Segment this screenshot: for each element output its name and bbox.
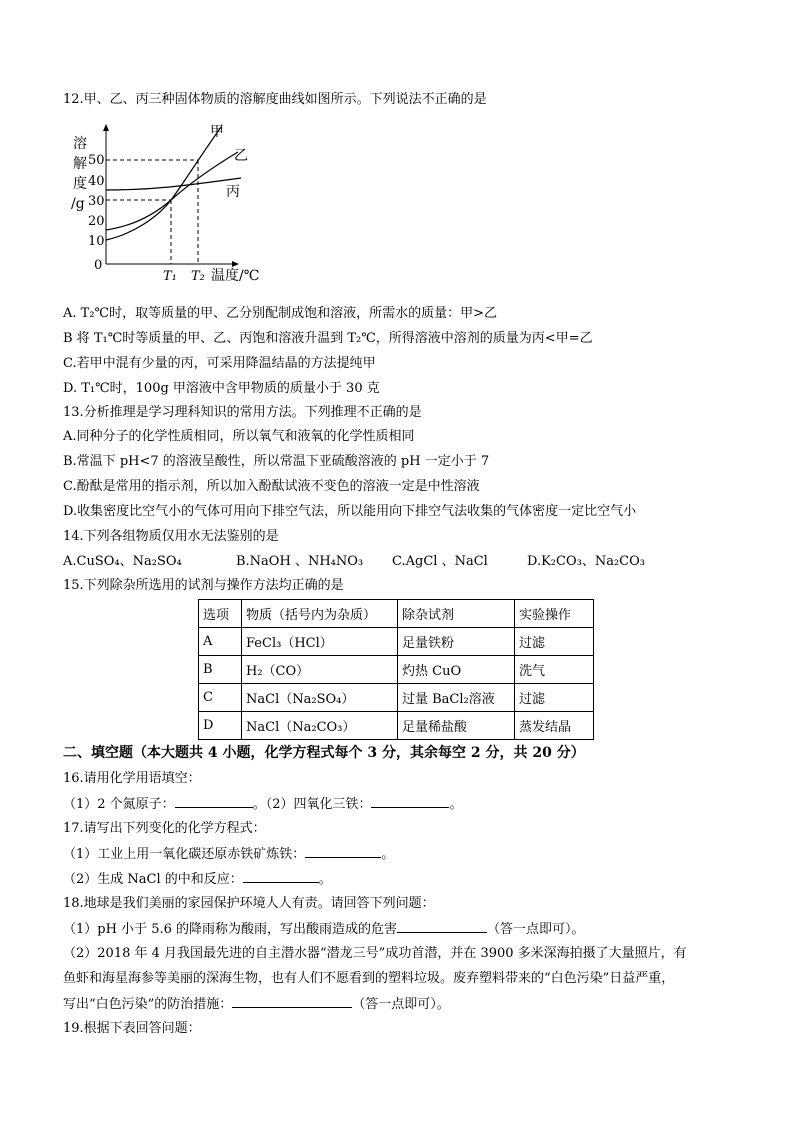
table-header-row: [199, 600, 594, 628]
q18-part-2b: 鱼虾和海星海参等美丽的深海生物，也有人们不愿看到的塑料垃圾。废弃塑料带来的“白色污染”日益严重，: [63, 971, 675, 986]
q18-stem: 18.地球是我们美丽的家园保护环境人人有责。请回答下列问题：: [63, 896, 435, 911]
q18-part-2c: [63, 995, 450, 1014]
answer-blank[interactable]: [243, 870, 319, 883]
table-cell: 过量 BaCl₂溶液: [398, 684, 515, 712]
q16-p1-end: 。: [252, 797, 266, 812]
ytick-40: 40: [88, 174, 105, 189]
table-header: 物质（括号内为杂质）: [242, 600, 398, 628]
table-row: [199, 712, 594, 740]
q13-option-b: B.常温下 pH<7 的溶液呈酸性，所以常温下亚硫酸溶液的 pH 一定小于 7: [63, 454, 490, 469]
q18-p1-label: （1）pH 小于 5.6 的降雨称为酸雨，写出酸雨造成的危害: [63, 922, 398, 937]
x-axis-arrow: [232, 261, 239, 267]
xlabel: 温度/℃: [211, 268, 260, 282]
table-header: 除杂试剂: [398, 600, 515, 628]
table-cell: D: [199, 712, 242, 740]
xtick-t1: T₁: [163, 269, 177, 282]
q14-option-c: C.AgCl 、NaCl: [392, 554, 488, 569]
ylabel-3: 度: [73, 176, 87, 192]
q16-stem: 16.请用化学用语填空：: [63, 771, 201, 786]
table-cell: 足量铁粉: [398, 628, 515, 656]
q18-p2c-label: 写出“白色污染”的防治措施：: [63, 997, 233, 1012]
q12-stem: 12.甲、乙、丙三种固体物质的溶解度曲线如图所示。下列说法不正确的是: [63, 92, 487, 107]
answer-blank[interactable]: [397, 920, 487, 933]
q18-p2-end: （答一点即可）。: [352, 997, 450, 1012]
q18-part-1: [63, 920, 585, 939]
q12-option-c: C.若甲中混有少量的丙，可采用降温结晶的方法提纯甲: [63, 356, 376, 371]
q16-p2-label: （2）四氧化三铁：: [265, 797, 372, 812]
table-row: [199, 684, 594, 712]
ytick-0: 0: [94, 258, 103, 273]
label-bing: 丙: [226, 184, 240, 200]
q13-option-a: A.同种分子的化学性质相同，所以氧气和液氧的化学性质相同: [63, 429, 415, 444]
q15-stem: 15.下列除杂所选用的试剂与操作方法均正确的是: [63, 578, 344, 593]
section-heading: 二、填空题（本大题共 4 小题，化学方程式每个 3 分，其余每空 2 分，共 20 分）: [63, 745, 585, 761]
q18-p1-end: （答一点即可）。: [487, 922, 585, 937]
xtick-t2: T₂: [191, 269, 205, 282]
ylabel-4: /g: [71, 196, 85, 212]
table-cell: 洗气: [515, 656, 594, 684]
q17-p1-label: （1）工业上用一氧化碳还原赤铁矿炼铁：: [63, 847, 306, 862]
q14-option-d: D.K₂CO₃、Na₂CO₃: [527, 554, 645, 569]
y-axis-arrow: [103, 124, 109, 131]
q17-stem: 17.请写出下列变化的化学方程式：: [63, 821, 266, 836]
label-yi: 乙: [234, 148, 248, 164]
q17-part-1: [63, 845, 394, 864]
table-row: [199, 656, 594, 684]
ytick-10: 10: [88, 234, 105, 249]
q17-p1-end: 。: [381, 847, 395, 862]
table-cell: 足量稀盐酸: [398, 712, 515, 740]
q15-table: [198, 599, 594, 740]
q17-part-2: [63, 870, 332, 889]
table-cell: 蒸发结晶: [515, 712, 594, 740]
answer-blank[interactable]: [175, 795, 253, 808]
q13-option-d: D.收集密度比空气小的气体可用向下排空气法，所以能用向下排空气法收集的气体密度一定比空气小: [63, 504, 637, 519]
solubility-chart: [63, 122, 273, 282]
label-jia: 甲: [210, 124, 224, 140]
q14-option-b: B.NaOH 、NH₄NO₃: [236, 554, 364, 569]
answer-blank[interactable]: [232, 995, 352, 1008]
q18-part-2a: （2）2018 年 4 月我国最先进的自主潜水器“潜龙三号”成功首潜，并在 3900 多米深海拍摄了大量照片，有: [63, 946, 687, 961]
q16-p2-end: 。: [449, 797, 463, 812]
table-cell: 过滤: [515, 684, 594, 712]
ylabel-1: 溶: [73, 136, 87, 152]
answer-blank[interactable]: [305, 845, 381, 858]
answer-blank[interactable]: [371, 795, 449, 808]
table-cell: C: [199, 684, 242, 712]
ytick-20: 20: [88, 214, 105, 229]
curve-yi: [106, 152, 238, 230]
table-row: [199, 628, 594, 656]
table-header: 选项: [199, 600, 242, 628]
q13-stem: 13.分析推理是学习理科知识的常用方法。下列推理不正确的是: [63, 405, 422, 420]
table-cell: 灼热 CuO: [398, 656, 515, 684]
q12-option-a: A. T₂℃时，取等质量的甲、乙分别配制成饱和溶液，所需水的质量：甲>乙: [63, 306, 497, 321]
table-cell: NaCl（Na₂SO₄）: [242, 684, 398, 712]
q16-parts: [63, 795, 463, 814]
table-cell: NaCl（Na₂CO₃）: [242, 712, 398, 740]
q12-option-b: B 将 T₁℃时等质量的甲、乙、丙饱和溶液升温到 T₂℃，所得溶液中溶剂的质量为丙<甲=乙: [63, 331, 593, 346]
q17-p2-end: 。: [318, 872, 332, 887]
q17-p2-label: （2）生成 NaCl 的中和反应：: [63, 872, 243, 887]
q16-p1-label: （1）2 个氮原子：: [63, 797, 175, 812]
table-header: 实验操作: [515, 600, 594, 628]
q19-stem: 19.根据下表回答问题：: [63, 1021, 201, 1036]
table-cell: A: [199, 628, 242, 656]
table-cell: 过滤: [515, 628, 594, 656]
ytick-30: 30: [88, 194, 105, 209]
q14-option-a: A.CuSO₄、Na₂SO₄: [63, 554, 182, 569]
table-cell: FeCl₃（HCl）: [242, 628, 398, 656]
table-cell: B: [199, 656, 242, 684]
ytick-50: 50: [88, 153, 105, 168]
table-cell: H₂（CO）: [242, 656, 398, 684]
q14-stem: 14.下列各组物质仅用水无法鉴别的是: [63, 529, 279, 544]
ylabel-2: 解: [73, 156, 87, 172]
q13-option-c: C.酚酞是常用的指示剂，所以加入酚酞试液不变色的溶液一定是中性溶液: [63, 479, 480, 494]
q12-option-d: D. T₁℃时，100g 甲溶液中含甲物质的质量小于 30 克: [63, 381, 380, 396]
curve-bing: [106, 178, 241, 190]
